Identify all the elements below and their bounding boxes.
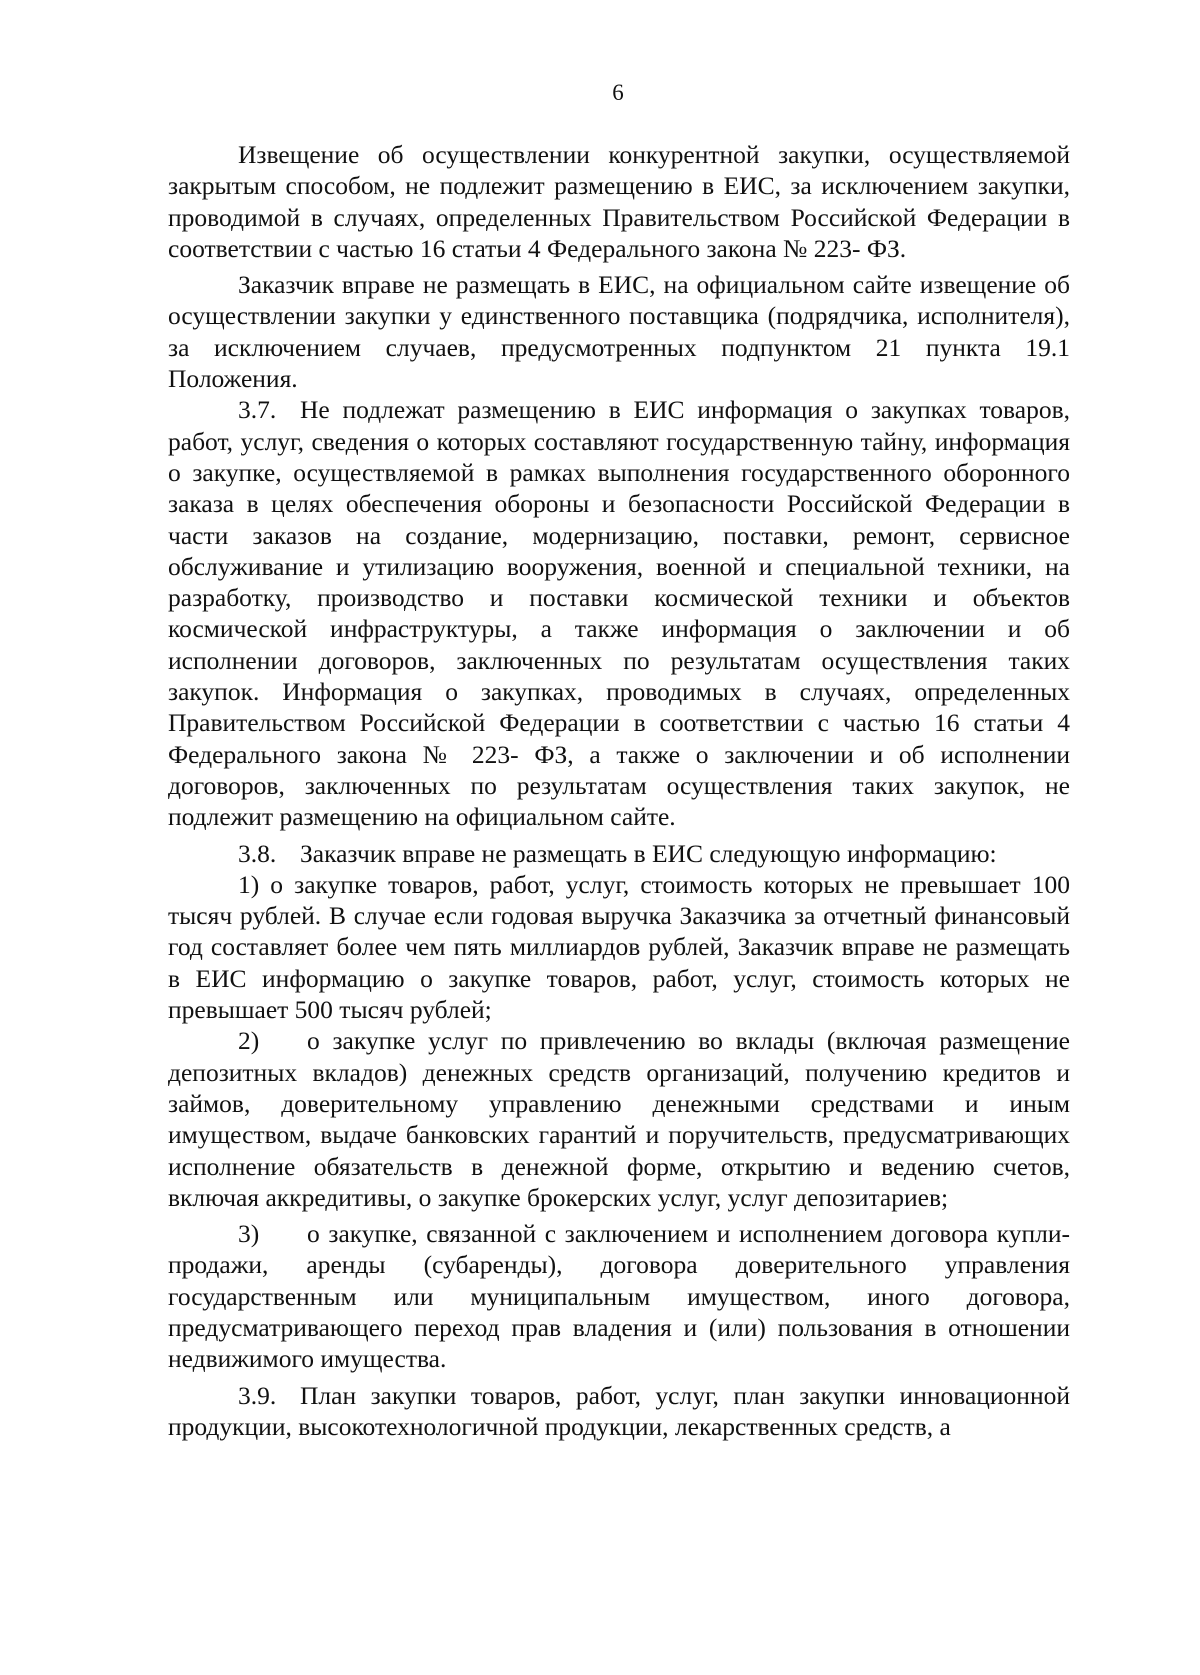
paragraph-text: о закупке, связанной с заключением и исполнением договора купли-продажи, аренды (субаренды), договора доверительного управления государственным или муниципальным имуществом, иного договора, предусматривающего переход прав владения и (или) пользования в отношении недвижимого имущества. — [168, 1219, 1070, 1374]
paragraph-single-supplier — [168, 269, 1070, 394]
document-body — [168, 139, 1070, 1442]
clause-number: 3.9. — [238, 1380, 277, 1410]
paragraph-text: 1) о закупке товаров, работ, услуг, стоимость которых не превышает 100 тысяч рублей. В случае если годовая выручка Заказчика за отчетный финансовый год составляет более чем пять миллиардов рублей, Заказчик вправе не размещать в ЕИС информацию о закупке товаров, работ, услуг, стоимость которых не превышает 500 тысяч рублей; — [168, 869, 1070, 1025]
paragraph-text: о закупке услуг по привлечению во вклады (включая размещение депозитных вкладов) денежных средств организаций, получению кредитов и займов, доверительному управлению денежными средствами и иным имуществом, выдаче банковских гарантий и поручительств, предусматривающих исполнение обязательств в денежной форме, открытию и ведению счетов, включая аккредитивы, о закупке брокерских услуг, услуг депозитариев; — [168, 1026, 1070, 1212]
clause-3-8 — [168, 838, 1070, 869]
list-item-2 — [168, 1025, 1070, 1213]
paragraph-text: План закупки товаров, работ, услуг, план закупки инновационной продукции, высокотехнологичной продукции, лекарственных средств, а — [168, 1380, 1070, 1441]
paragraph-text: Не подлежат размещению в ЕИС информация о закупках товаров, работ, услуг, сведения о которых составляют государственную тайну, информация о закупке, осуществляемой в рамках выполнения государственного оборонного заказа в целях обеспечения обороны и безопасности Российской Федерации в части заказов на создание, модернизацию, поставки, ремонт, сервисное обслуживание и утилизацию вооружения, военной и специальной техники, на разработку, производство и поставки космической техники и объектов космической инфраструктуры, а также информация о заключении и об исполнении договоров, заключенных по результатам осуществления таких закупок. Информация о закупках, проводимых в случаях, определенных Правительством Российской Федерации в соответствии с частью 16 статьи 4 Федерального закона № 223- ФЗ, а также о заключении и об исполнении договоров, заключенных по результатам осуществления таких закупок, не подлежит размещению на официальном сайте. — [168, 395, 1070, 832]
clause-3-7 — [168, 394, 1070, 832]
paragraph-text: Извещение об осуществлении конкурентной закупки, осуществляемой закрытым способом, не подлежит размещению в ЕИС, за исключением закупки, проводимой в случаях, определенных Правительством Российской Федерации в соответствии с частью 16 статьи 4 Федерального закона № 223- ФЗ. — [168, 140, 1070, 263]
paragraph-text: Заказчик вправе не размещать в ЕИС, на официальном сайте извещение об осуществлении закупки у единственного поставщика (подрядчика, исполнителя), за исключением случаев, предусмотренных подпунктом 21 пункта 19.1 Положения. — [168, 270, 1070, 394]
list-item-3 — [168, 1218, 1070, 1374]
clause-3-9 — [168, 1380, 1070, 1443]
list-item-number: 2) — [238, 1026, 260, 1056]
paragraph-notice-closed-procurement — [168, 139, 1070, 264]
list-item-1 — [168, 869, 1070, 1025]
paragraph-text: Заказчик вправе не размещать в ЕИС следующую информацию: — [300, 838, 997, 868]
clause-number: 3.7. — [238, 395, 277, 425]
page-number: 6 — [612, 80, 624, 105]
list-item-number: 3) — [238, 1219, 260, 1249]
clause-number: 3.8. — [238, 838, 277, 868]
